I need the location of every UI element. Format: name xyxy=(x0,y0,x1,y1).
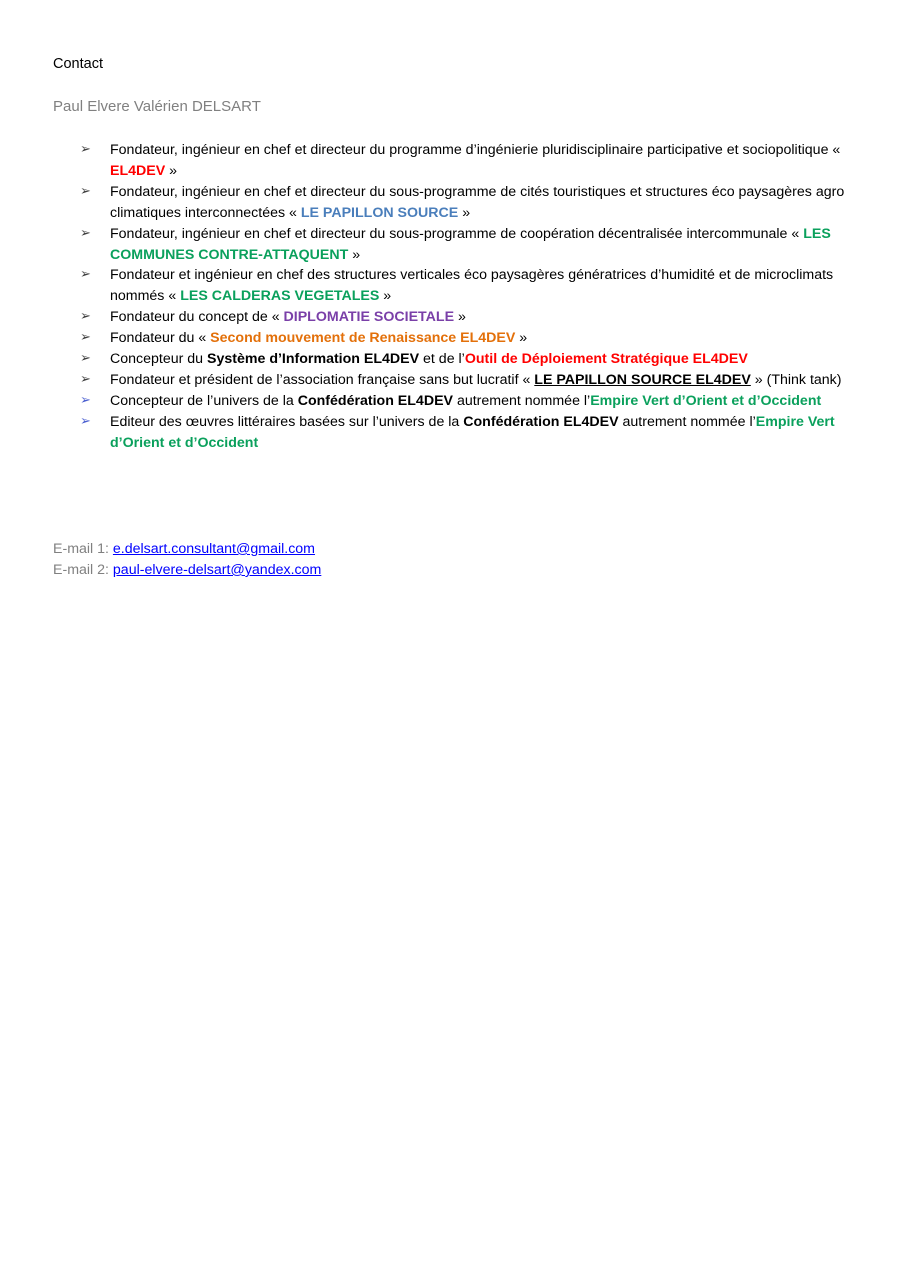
text-run: Fondateur, ingénieur en chef et directeur du sous-programme de cités touristiques et structures éco paysagères agro climatiques interconnectées « xyxy=(110,183,845,221)
arrow-bullet-icon: ➢ xyxy=(80,183,91,199)
text-run: LE PAPILLON SOURCE xyxy=(300,204,459,221)
page-title: Contact xyxy=(53,56,103,72)
text-run: EL4DEV xyxy=(110,162,166,179)
list-item-text xyxy=(110,224,870,266)
arrow-bullet-icon: ➢ xyxy=(80,392,91,408)
text-run: LE PAPILLON SOURCE EL4DEV xyxy=(534,371,751,388)
text-run: Editeur des œuvres littéraires basées sur l’univers de la xyxy=(110,413,464,430)
text-run: autrement nommée l’ xyxy=(453,392,591,409)
email-row xyxy=(53,539,321,560)
email-link[interactable]: paul-elvere-delsart@yandex.com xyxy=(112,562,322,578)
list-item-text xyxy=(110,328,870,349)
arrow-bullet-icon: ➢ xyxy=(80,142,91,157)
list-item xyxy=(80,224,870,266)
text-run: Empire Vert d’Orient et d’Occident xyxy=(110,413,835,451)
text-run: Système d’Information EL4DEV xyxy=(207,351,420,368)
text-run: Fondateur, ingénieur en chef et directeur du programme d’ingénierie pluridisciplinaire participative et sociopolitique « xyxy=(110,142,841,158)
text-run: Fondateur du « xyxy=(110,330,211,347)
credentials-list xyxy=(80,140,870,454)
author-name: Paul Elvere Valérien DELSART xyxy=(53,98,261,115)
arrow-bullet-icon: ➢ xyxy=(80,330,91,346)
text-run: LES CALDERAS VEGETALES xyxy=(180,288,380,305)
text-run: Fondateur du concept de « xyxy=(110,309,284,326)
text-run: LES COMMUNES CONTRE-ATTAQUENT xyxy=(110,225,831,263)
email-label: E-mail 1: xyxy=(53,541,113,557)
text-run: Fondateur, ingénieur en chef et directeur du sous-programme de coopération décentralisée intercommunale « xyxy=(110,225,804,242)
list-item xyxy=(80,370,870,391)
list-item-text xyxy=(110,412,870,454)
text-run: » (Think tank) xyxy=(750,371,842,388)
arrow-bullet-icon: ➢ xyxy=(80,371,91,387)
list-item xyxy=(80,140,870,182)
email-link[interactable]: e.delsart.consultant@gmail.com xyxy=(112,541,316,557)
text-run: Fondateur et ingénieur en chef des structures verticales éco paysagères génératrices d’humidité et de microclimats nommés « xyxy=(110,267,834,305)
email-label: E-mail 2: xyxy=(53,562,113,578)
list-item xyxy=(80,349,870,370)
text-run: Empire Vert d’Orient et d’Occident xyxy=(590,392,822,409)
text-run: Outil de Déploiement Stratégique EL4DEV xyxy=(464,351,748,368)
text-run: » xyxy=(454,309,466,326)
list-item-text xyxy=(110,349,870,370)
list-item xyxy=(80,328,870,349)
text-run: » xyxy=(348,246,361,263)
text-run: autrement nommée l’ xyxy=(618,413,756,430)
text-run: et de l’ xyxy=(419,351,465,368)
list-item-text xyxy=(110,391,870,412)
arrow-bullet-icon: ➢ xyxy=(80,351,91,367)
arrow-bullet-icon: ➢ xyxy=(80,309,91,325)
text-run: Confédération EL4DEV xyxy=(463,413,619,430)
text-run: » xyxy=(165,162,178,179)
text-run: » xyxy=(458,204,471,221)
list-item-text xyxy=(110,140,870,182)
list-item xyxy=(80,265,870,307)
list-item-text xyxy=(110,370,870,391)
text-run: Concepteur de l’univers de la xyxy=(110,392,298,409)
list-item xyxy=(80,307,870,328)
list-item-text xyxy=(110,265,870,307)
text-run: Second mouvement de Renaissance EL4DEV xyxy=(210,330,516,347)
email-row xyxy=(53,560,321,581)
text-run: DIPLOMATIE SOCIETALE xyxy=(283,309,455,326)
text-run: Concepteur du xyxy=(110,351,208,368)
arrow-bullet-icon: ➢ xyxy=(80,413,91,429)
arrow-bullet-icon: ➢ xyxy=(80,225,91,241)
list-item xyxy=(80,412,870,454)
list-item-text xyxy=(110,307,870,328)
list-item xyxy=(80,391,870,412)
text-run: » xyxy=(379,288,392,305)
text-run: Confédération EL4DEV xyxy=(297,392,453,409)
email-contact-block xyxy=(53,539,321,581)
list-item xyxy=(80,182,870,224)
text-run: Fondateur et président de l’association française sans but lucratif « xyxy=(110,371,535,388)
text-run: » xyxy=(515,330,528,347)
arrow-bullet-icon: ➢ xyxy=(80,267,91,283)
list-item-text xyxy=(110,182,870,224)
